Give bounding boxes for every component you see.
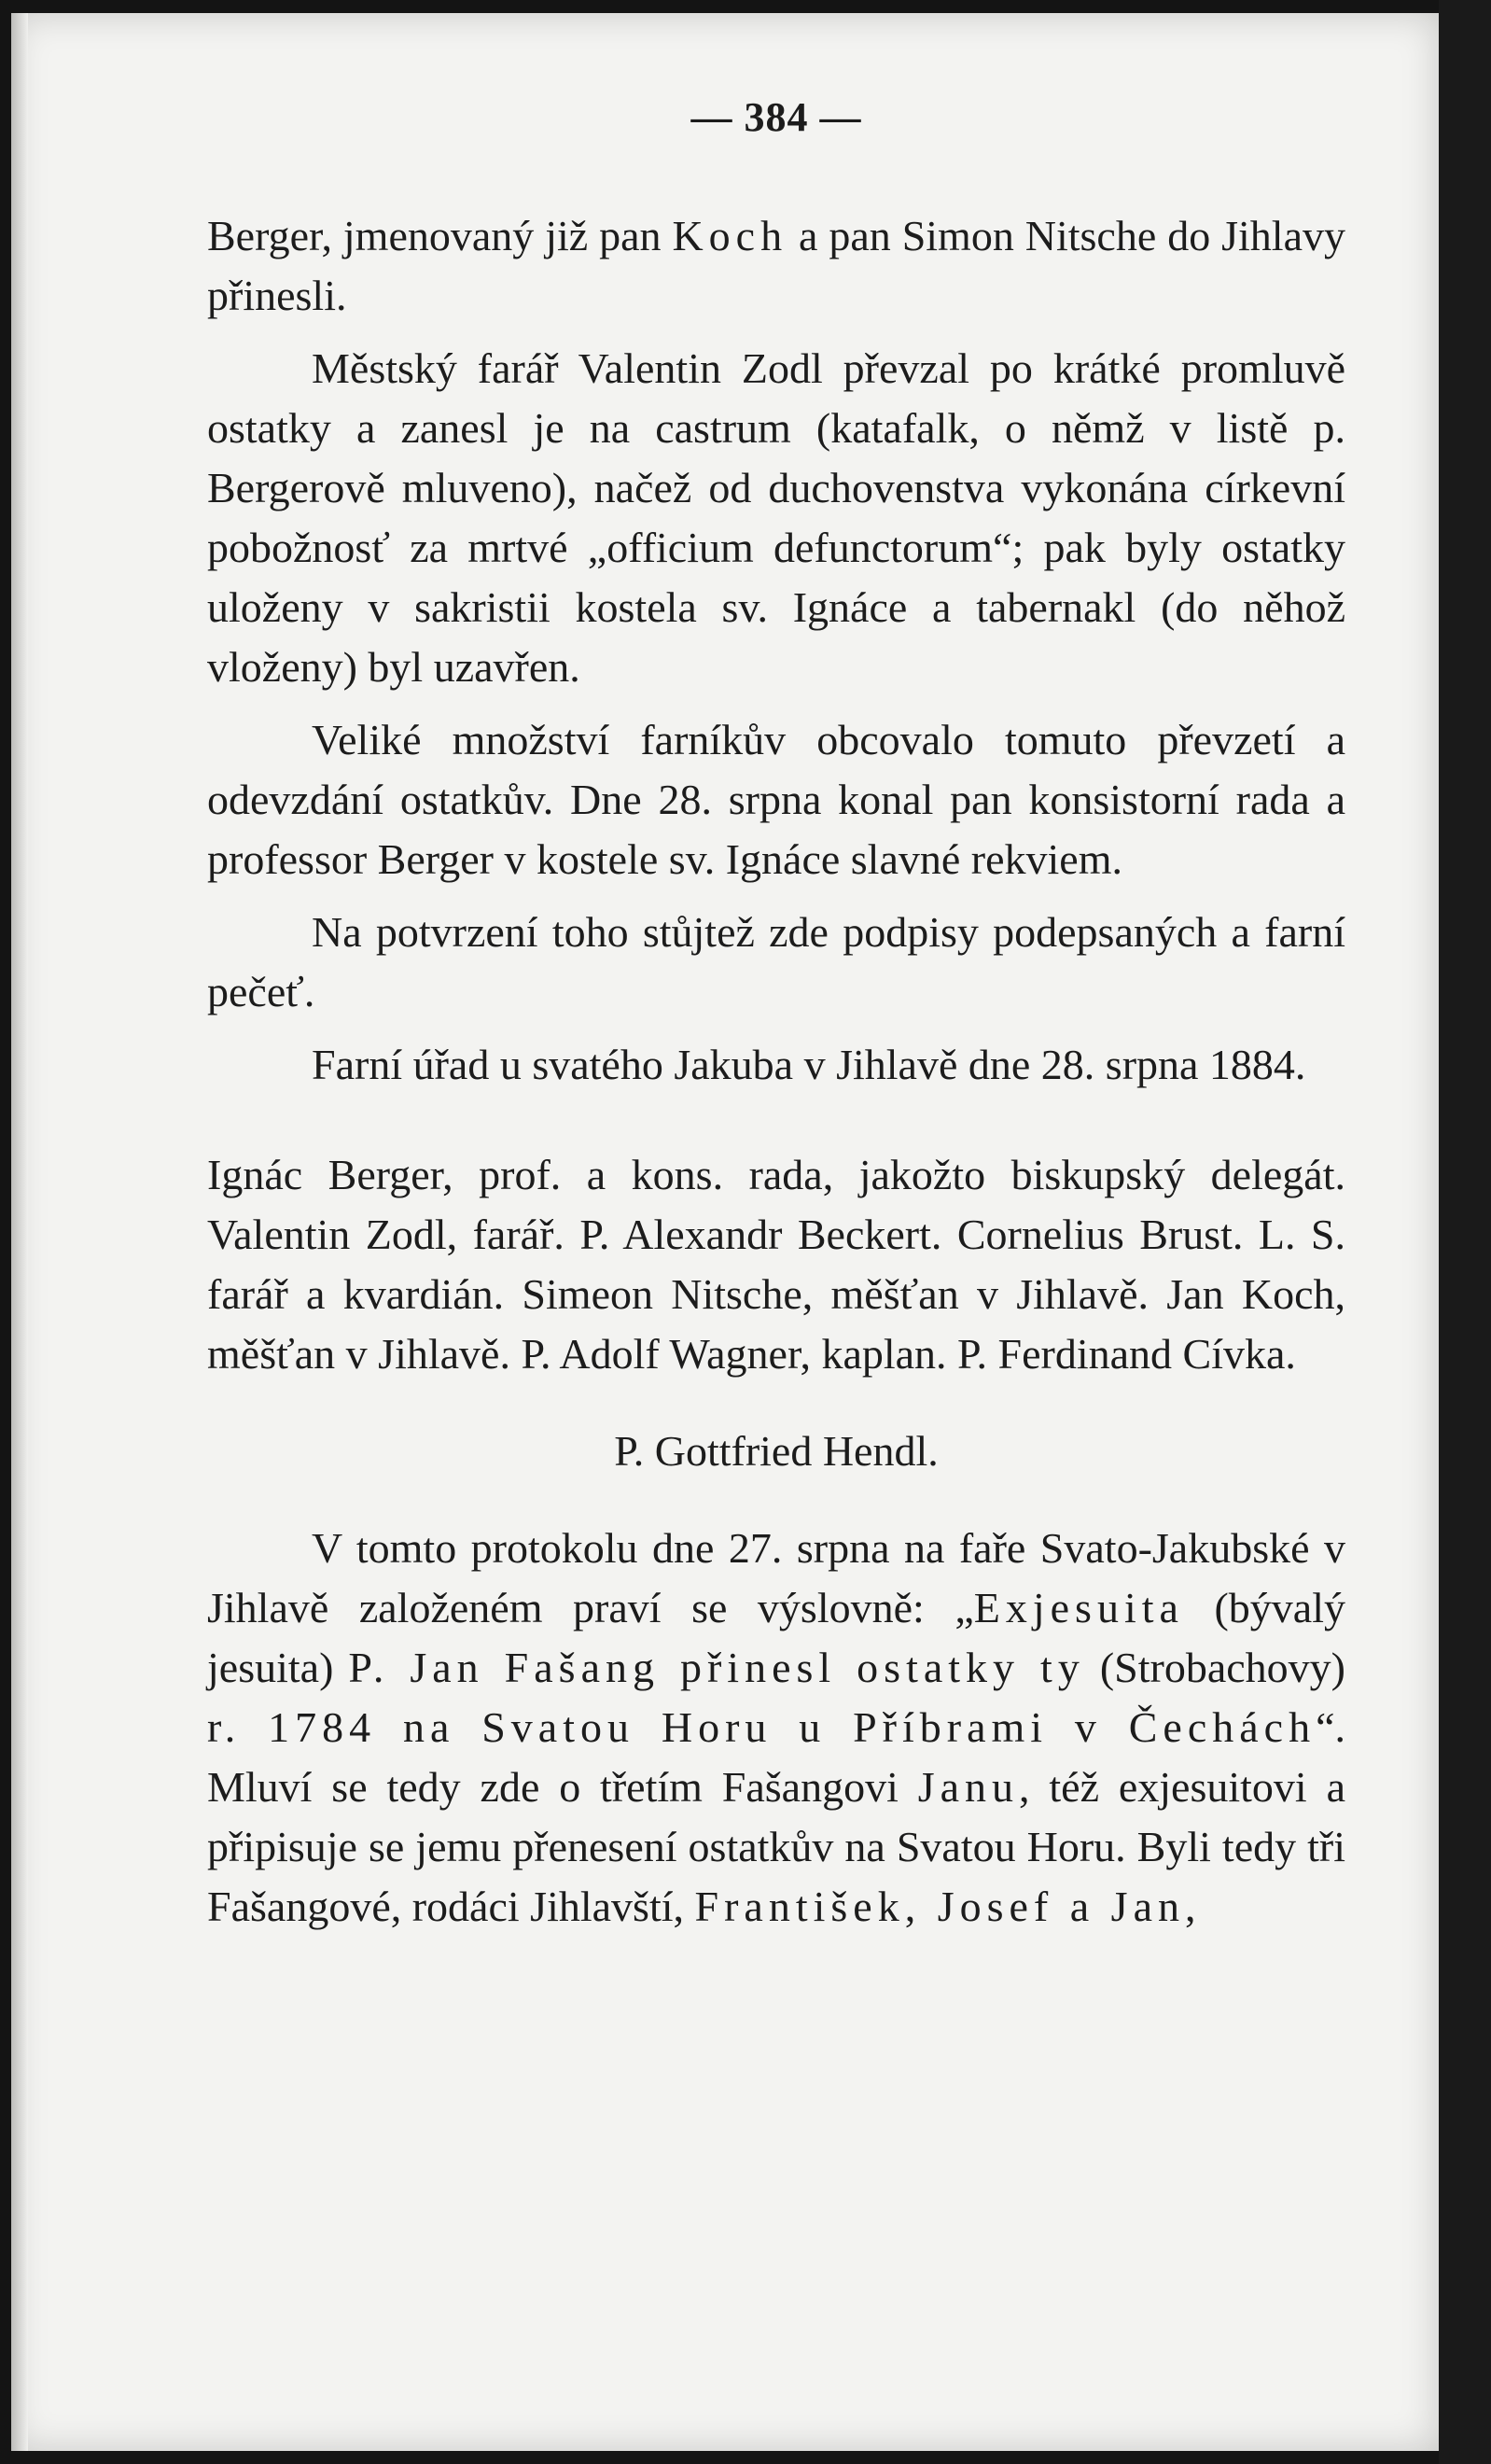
paragraph-6-names: František, Josef a Jan, bbox=[694, 1883, 1202, 1930]
paragraph-6-text-e: , též exjesuitovi a připisuje se jemu přenesení ostatkův na Svatou Horu. Byli tedy tři Fašangové, rodáci Jihlavští, bbox=[207, 1763, 1345, 1930]
paragraph-6-exjesuita: Exjesuita bbox=[973, 1584, 1184, 1631]
paragraph-2: Městský farář Valentin Zodl převzal po krátké promluvě ostatky a zanesl je na castrum (katafalk, o němž v listě p. Bergerově mluveno), načež od duchovenstva vykonána církevní pobožnosť za mrtvé „officium defunctorum“; pak byly ostatky uloženy v sakristii kostela sv. Ignáce a tabernakl (do něhož vloženy) byl uzavřen. bbox=[207, 344, 1345, 691]
page-text-block bbox=[207, 93, 1345, 1950]
paragraph-6-text-b: (bývalý jesuita) bbox=[207, 1584, 1346, 1691]
paragraph-6-p-jan: P. Jan Fašang přinesl ostatky ty bbox=[348, 1644, 1085, 1691]
page-spine-shadow bbox=[11, 13, 28, 2451]
paragraph-5-date: Farní úřad u svatého Jakuba v Jihlavě dne 28. srpna 1884. bbox=[312, 1041, 1306, 1088]
paragraph-6-text-d: “. Mluví se tedy zde o třetím Fašangovi bbox=[207, 1703, 1346, 1811]
paragraph-6-janu: Janu bbox=[917, 1763, 1020, 1811]
paragraph-6-year: r. 1784 bbox=[207, 1703, 403, 1751]
paragraph-6-svata-hora: na Svatou Horu u Příbrami v Čechách bbox=[402, 1703, 1317, 1751]
page-number: — 384 — bbox=[690, 94, 862, 140]
paragraph-1 bbox=[207, 206, 1345, 326]
signatures-block: Ignác Berger, prof. a kons. rada, jakožto biskupský delegát. Valentin Zodl, farář. P. Alexandr Beckert. Cornelius Brust. L. S. farář a kvardián. Simeon Nitsche, měšťan v Jihlavě. Jan Koch, měšťan v Jihlavě. P. Adolf Wagner, kaplan. P. Ferdinand Cívka. bbox=[207, 1151, 1345, 1378]
paragraph-1-text-a: Berger, jmenovaný již pan bbox=[207, 212, 673, 259]
page-right-edge bbox=[1439, 0, 1491, 2464]
paragraph-3: Veliké množství farníkův obcovalo tomuto převzetí a odevzdání ostatkův. Dne 28. srpna konal pan konsistorní rada a professor Berger v kostele sv. Ignáce slavné rekviem. bbox=[207, 716, 1345, 883]
paragraph-4: Na potvrzení toho stůjtež zde podpisy podepsaných a farní pečeť. bbox=[207, 908, 1345, 1015]
paragraph-6 bbox=[207, 1519, 1345, 1937]
signature-last: P. Gottfried Hendl. bbox=[614, 1427, 939, 1475]
paragraph-6-text-a: V tomto protokolu dne 27. srpna na faře Svato-Jakubské v Jihlavě založeném praví se výslovně: „ bbox=[207, 1524, 1345, 1631]
paragraph-1-koch: Koch bbox=[672, 212, 788, 259]
paragraph-1-text-b: a pan Simon Nitsche do Jihlavy přinesli. bbox=[207, 212, 1345, 319]
paragraph-6-text-c: (Strobachovy) bbox=[1084, 1644, 1345, 1691]
